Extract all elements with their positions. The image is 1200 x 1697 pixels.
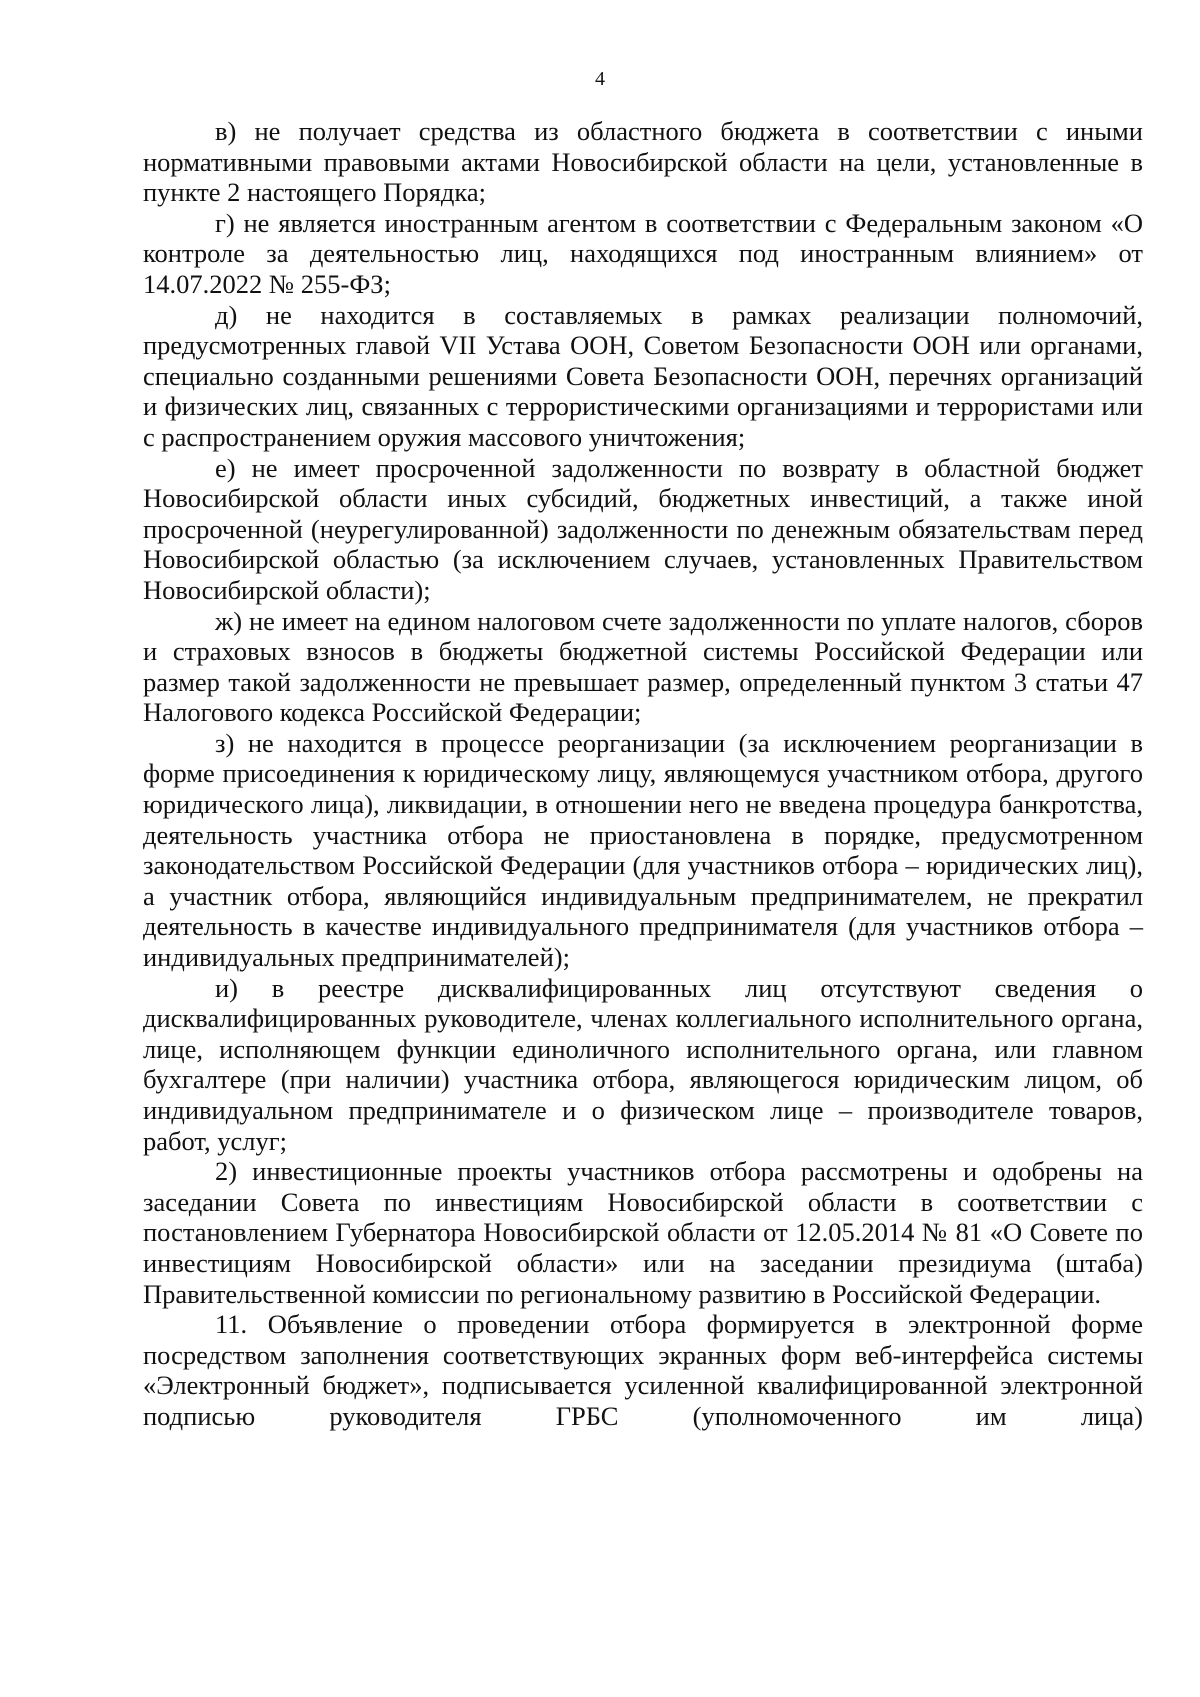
paragraph-11: 11. Объявление о проведении отбора формируется в электронной форме посредством заполнения соответствующих экранных форм веб-интерфейса системы «Электронный бюджет», подписывается усиленной квалифицированной электронной подписью руководителя ГРБС (уполномоченного им лица)	[143, 1309, 1143, 1431]
page-number: 4	[595, 68, 605, 90]
paragraph-g: г) не является иностранным агентом в соответствии с Федеральным законом «О контроле за деятельностью лиц, находящихся под иностранным влиянием» от 14.07.2022 № 255-ФЗ;	[143, 207, 1143, 299]
paragraph-zh: ж) не имеет на едином налоговом счете задолженности по уплате налогов, сборов и страховых взносов в бюджеты бюджетной системы Российской Федерации или размер такой задолженности не превышает размер, определенный пунктом 3 статьи 47 Налогового кодекса Российской Федерации;	[143, 605, 1143, 728]
paragraph-e: е) не имеет просроченной задолженности по возврату в областной бюджет Новосибирской области иных субсидий, бюджетных инвестиций, а также иной просроченной (неурегулированной) задолженности по денежным обязательствам перед Новосибирской областью (за исключением случаев, установленных Правительством Новосибирской области);	[143, 452, 1143, 605]
paragraph-2: 2) инвестиционные проекты участников отбора рассмотрены и одобрены на заседании Совета по инвестициям Новосибирской области в соответствии с постановлением Губернатора Новосибирской области от 12.05.2014 № 81 «О Совете по инвестициям Новосибирской области» или на заседании президиума (штаба) Правительственной комиссии по региональному развитию в Российской Федерации.	[143, 1156, 1143, 1309]
paragraph-i: и) в реестре дисквалифицированных лиц отсутствуют сведения о дисквалифицированных руководителе, членах коллегиального исполнительного органа, лице, исполняющем функции единоличного исполнительного органа, или главном бухгалтере (при наличии) участника отбора, являющегося юридическим лицом, об индивидуальном предпринимателе и о физическом лице – производителе товаров, работ, услуг;	[143, 972, 1143, 1156]
paragraph-d: д) не находится в составляемых в рамках реализации полномочий, предусмотренных главой VII Устава ООН, Советом Безопасности ООН или органами, специально созданными решениями Совета Безопасности ООН, перечнях организаций и физических лиц, связанных с террористическими организациями и террористами или с распространением оружия массового уничтожения;	[143, 299, 1143, 452]
paragraph-z: з) не находится в процессе реорганизации (за исключением реорганизации в форме присоединения к юридическому лицу, являющемуся участником отбора, другого юридического лица), ликвидации, в отношении него не введена процедура банкротства, деятельность участника отбора не приостановлена в порядке, предусмотренном законодательством Российской Федерации (для участников отбора – юридических лиц), а участник отбора, являющийся индивидуальным предпринимателем, не прекратил деятельность в качестве индивидуального предпринимателя (для участников отбора – индивидуальных предпринимателей);	[143, 727, 1143, 973]
paragraph-v: в) не получает средства из областного бюджета в соответствии с иными нормативными правовыми актами Новосибирской области на цели, установленные в пункте 2 настоящего Порядка;	[143, 116, 1143, 208]
document-body	[143, 116, 1143, 1432]
